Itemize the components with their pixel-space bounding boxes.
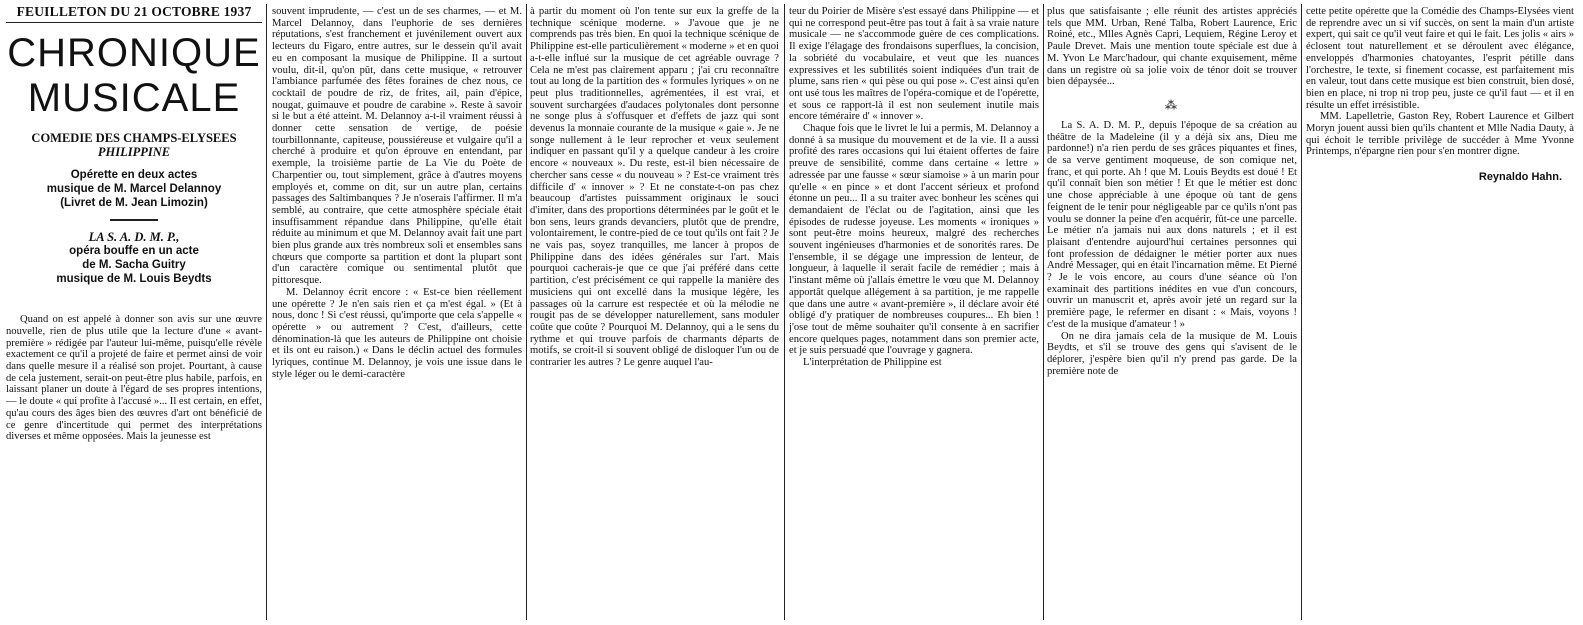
rubric-title-line-1: CHRONIQUE <box>7 30 261 75</box>
paragraph: Quand on est appelé à donner son avis sur une œuvre nouvelle, rien de plus utile que la lecture d'une « avant-première » rédigée par l'auteur lui-même, puisqu'elle révèle exactement ce qu'il a projeté de faire et permet ainsi de voir dans quelle mesure il a réalisé son projet. Pourtant, à cause de cela justement, serait-on peut-être plus habile, parfois, en laissant planer un doute à l'égard de ses propres intentions, — le doute « qui profite à l'accusé »... Il est certain, en effet, qu'au cours des âges bien des œuvres d'art ont bénéficié de ce genre d'incertitude qui permet des interprétations diverses et même opposées. Mais la jeunesse est <box>6 314 262 443</box>
column-rule <box>784 4 785 620</box>
paragraph: On ne dira jamais cela de la musique de M. Louis Beydts, et s'il se trouve des gens qui s'avisent de le déplorer, j'espère bien qu'il n'y prend pas garde. De la première note de <box>1047 330 1297 377</box>
paragraph: M. Delannoy écrit encore : « Est-ce bien réellement une opérette ? Je n'en sais rien et ça m'est égal. » (Et à nous, donc ! Si c'est réussi, qu'importe que cela s'appelle « opérette » ou autrement ? C'est, d'ailleurs, cette dénomination-là que les auteurs de Philippine ont choisie et ils ont eu raison.) « Dans le déclin actuel des formules lyriques, continue M. Delannoy, je vois une issue dans le style léger ou le demi-caractère <box>272 286 522 380</box>
paragraph: L'interprétation de Philippine est <box>803 357 942 369</box>
column-rule <box>266 4 267 620</box>
column-5 <box>1047 6 1297 618</box>
column-6 <box>1306 6 1574 618</box>
paragraph: à partir du moment où l'on tente sur eux la greffe de la technique scénique moderne. » J'avoue que je ne comprends pas très bien. En quoi la technique scénique de Philippine est-elle particulièrement « moderne » et en quoi a-t-elle influé sur la musique de cet agréable ouvrage ? Cela ne m'est pas clairement apparu ; j'ai cru reconnaître tout au long de la partition des « formules lyriques » on ne peut plus traditionnelles, agrémentées, il est vrai, et souvent surchargées d'audaces polytonales dont personne ne songe plus à s'offusquer et d'effets de jazz qui sont devenus la monnaie courante de la musique « gaie ». Je ne songe nullement à le leur reprocher et veux seulement indiquer en passant qu'il y a quelque candeur à les croire encore « nouveaux ». Du reste, est-il bien nécessaire de chercher sans cesse « du nouveau » ? Est-ce vraiment très difficile d' « innover » ? Et ne constate-t-on pas chez beaucoup d'artistes puissamment originaux le souci d'imiter, dans des proportions déterminées par le goût et le bon sens, leurs grands devanciers, plutôt que de prendre, volontairement, le contre-pied de ce tout qu'ils ont fait ? Je ne vais pas, soyez tranquilles, me lancer à propos de Philippine dans des idées générales sur l'art. Mais pourquoi cacherais-je que ce que j'ai préféré dans cette partition, c'est précisément ce qui rappelle la manière des musiciens qui ont excellé dans la musique légère, les passages où la carrure est respectée et où la mélodie ne rougit pas de se développer naturellement, sans moduler coûte que coûte ? Pourquoi M. Delannoy, qui a le sens du rythme et qui trouve parfois de charmants départs de motifs, se croit-il si souvent obligé de disloquer l'un ou de contrarier les autres ? Le genre auquel l'au- <box>530 6 779 369</box>
work-composer-2: musique de M. Louis Beydts <box>56 273 212 286</box>
section-separator-asterism: ⁂ <box>1165 97 1179 112</box>
work-title: PHILIPPINE <box>97 145 171 160</box>
theatre-heading: COMEDIE DES CHAMPS-ELYSEES <box>31 130 237 145</box>
rubric-title-line-2: MUSICALE <box>27 75 241 120</box>
work-composer: musique de M. Marcel Delannoy <box>46 182 222 195</box>
paragraph: souvent imprudente, — c'est un de ses charmes, — et M. Marcel Delannoy, dans l'euphorie de ses dernières réputations, s'est franchement et juvénilement ouvert aux lecteurs du Figaro, entre autres, sur le dessein qu'il avait eu en composant la musique de Philippine. Il a surtout voulu, dit-il, qu'on pût, dans cette musique, « retrouver l'ambiance parfumée des fêtes foraines de chez nous, ce cocktail de poudre de riz, de frites, ail, pain d'épice, nougat, guimauve et poudre de carabine ». Reste à savoir si le but a été atteint. M. Delannoy a-t-il vraiment réussi à donner cette sensation de vertige, de poésie tourbillonnante, capiteuse, poussiéreuse et vulgaire qu'il a cherché à produire et qu'on éprouve en entendant, par exemple, la troisième partie de La Vie du Poète de Charpentier ou, tout simplement, grâce à d'autres moyens employés et, comme on dit, sur un autre plan, certains passages des Saltimbanques ? Je n'oserais l'affirmer. Il m'a semblé, au contraire, que cette atmosphère spéciale était insuffisamment répandue dans Philippine, qu'elle était réduite au minimum et que M. Delannoy avait fait une part bien plus grande aux très nombreux soli et ensembles sans chœurs que comporte sa partition et dont la plupart sont d'un caractère comique ou sentimental plutôt que pittoresque. <box>272 6 522 287</box>
feuilleton-dateline: FEUILLETON DU 21 OCTOBRE 1937 <box>6 6 262 23</box>
work-genre: Opérette en deux actes <box>70 168 198 181</box>
column-1 <box>6 6 262 618</box>
paragraph: Chaque fois que le livret le lui a permis, M. Delannoy a donné à sa musique du mouvement et de la vie. Il a aussi profité des rares occasions qui lui étaient offertes de faire preuve de sensibilité, comme dans certaine « lettre » adressée par une fausse « sœur siamoise » à un marin pour qu'elle « en pince » et dont l'accent sérieux et profond étonne un peu... Il a su traiter avec bonheur les scènes qui demandaient de l'éclat ou de l'agitation, ainsi que les épisodes de rudesse joyeuse. Les moments « ironiques » sont peut-être moins heureux, malgré des recherches souvent ingénieuses d'harmonies et de sonorités rares. De l'ensemble, il se dégage une impression de lenteur, de longueur, à laquelle il serait facile de remédier ; mais à l'instant même où j'allais émettre le vœu que M. Delannoy apportât quelque allégement à sa partition, je me rappelle que dans une autre « avant-première », il déclare avoir été obligé d'y pratiquer de nombreuses coupures... Eh bien ! j'ose tout de même souhaiter qu'il consente à en sacrifier encore quelques pages, notamment dans son premier acte, et je suis persuadé que l'ouvrage y gagnera. <box>789 123 1039 357</box>
paragraph: cette petite opérette que la Comédie des Champs-Elysées vient de reprendre avec un si vif succès, on sent la main d'un artiste expert, qui sait ce qu'il veut faire et qui le fait. Les jolis « airs » éclosent tout naturellement et se déroulent avec élégance, enveloppés d'harmonies chatoyantes, l'esprit pétille dans l'orchestre, le texte, si finement cocasse, est parfaitement mis en valeur, tout dans cette musique est bien construit, bien dosé, bien en place, ni trop ni trop peu, juste ce qu'il faut — et il en résulte un effet irrésistible. <box>1306 6 1574 111</box>
paragraph: La S. A. D. M. P., depuis l'époque de sa création au théâtre de la Madeleine (il y a déjà six ans, Dieu me pardonne!) n'a rien perdu de ses grâces piquantes et fines, de sa verve gentiment moqueuse, de son comique net, franc, et qui porte. Ah ! que M. Louis Beydts est doué ! Et qu'il connaît bien son métier ! Et que le métier est donc une chose appréciable à une époque où tant de gens feignent de le tenir pour négligeable par ce qu'ils n'ont pas voulu se donner la peine d'en acquérir, fût-ce une parcelle. Le métier n'a jamais nui aux dons naturels ; et il est plaisant d'entendre aujourd'hui certaines personnes qui font profession de dédaigner le métier porter aux nues André Messager, qui en était l'incarnation même. Et Pierné ? Je le vois encore, au cours d'une séance où l'on examinait des partitions inédites en vue d'un concours, ouvrir un manuscrit et, après avoir jeté un regard sur la première page, le refermer en disant : « Mais, voyons ! c'est de la musique d'amateur ! » <box>1047 119 1297 330</box>
column-3 <box>530 6 779 618</box>
column-2 <box>272 6 522 618</box>
column-rule <box>526 4 527 620</box>
work-author-2: de M. Sacha Guitry <box>82 259 186 272</box>
rubric-title <box>6 31 262 121</box>
author-signature: Reynaldo Hahn. <box>1478 171 1562 184</box>
work-genre-2: opéra bouffe en un acte <box>69 245 199 258</box>
column-rule <box>1043 4 1044 620</box>
heading-rule <box>110 219 158 221</box>
column-rule <box>1301 4 1302 620</box>
column-4 <box>789 6 1039 618</box>
paragraph: plus que satisfaisante ; elle réunit des artistes appréciés tels que MM. Urban, René Talba, Robert Laurence, Eric Roiné, etc., Mlles Agnès Capri, Lequiem, Régine Leroy et Paule Drevet. Mais une mention toute spéciale est due à M. Yvon Le Marc'hadour, qui chante exquisement, même dans un registre où sa jolie voix de ténor doit se trouver bien dépaysée... <box>1047 6 1297 88</box>
paragraph: MM. Lapelletrie, Gaston Rey, Robert Laurence et Gilbert Moryn jouent aussi bien qu'ils chantent et Mlle Nadia Dauty, à qui échoit le terrible privilège de succéder à Mme Yvonne Printemps, n'épargne rien pour s'en montrer digne. <box>1306 111 1574 158</box>
work-librettist: (Livret de M. Jean Limozin) <box>60 196 208 209</box>
work-title-2: LA S. A. D. M. P., <box>88 229 180 244</box>
paragraph: teur du Poirier de Misère s'est essayé dans Philippine — et qui ne correspond peut-être pas tout à fait à sa vraie nature musicale — ne s'accommode guère de ces complications. Il exige l'élagage des frondaisons superflues, la concision, la sobriété du vocabulaire, et veut que les nuances expressives et les subtilités soient indiquées d'un trait de plume, sans rien « qui pèse ou qui pose ». C'est ainsi qu'en ont usé tous les maîtres de l'opéra-comique et de l'opérette, et sous ce rapport-là il est non seulement inutile mais encore téméraire d' « innover ». <box>789 6 1039 123</box>
